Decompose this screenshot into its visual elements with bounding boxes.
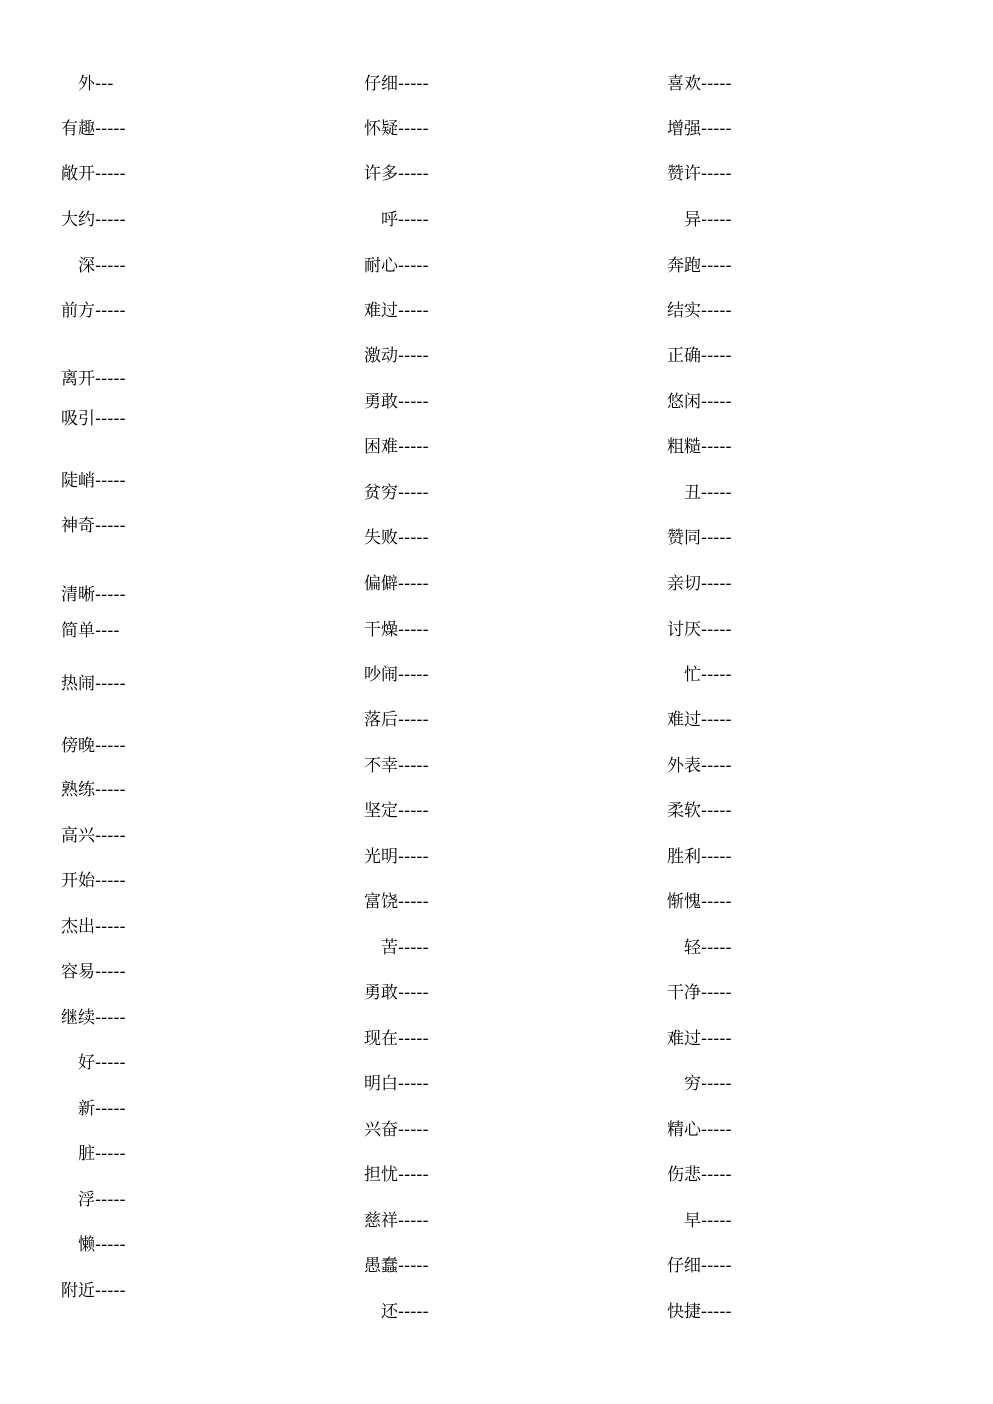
word-entry: 落后-----	[364, 710, 429, 730]
word-entry: 离开-----	[61, 369, 126, 389]
word-entry: 热闹-----	[61, 674, 126, 694]
word-entry: 失败-----	[364, 528, 429, 548]
word-entry: 富饶-----	[364, 892, 429, 912]
word-entry: 有趣-----	[61, 119, 126, 139]
word-entry: 附近-----	[61, 1281, 126, 1301]
word-entry: 耐心-----	[364, 256, 429, 276]
word-entry: 贫穷-----	[364, 483, 429, 503]
word-entry: 怀疑-----	[364, 119, 429, 139]
word-entry: 难过-----	[364, 301, 429, 321]
word-entry: 讨厌-----	[667, 620, 732, 640]
word-entry: 傍晚-----	[61, 736, 126, 756]
word-entry: 脏-----	[61, 1144, 126, 1164]
word-entry: 结实-----	[667, 301, 732, 321]
word-entry: 喜欢-----	[667, 74, 732, 94]
word-entry: 光明-----	[364, 847, 429, 867]
word-entry: 神奇-----	[61, 516, 126, 536]
word-entry: 浮-----	[61, 1190, 126, 1210]
word-entry: 懒-----	[61, 1235, 126, 1255]
word-entry: 增强-----	[667, 119, 732, 139]
word-entry: 困难-----	[364, 437, 429, 457]
word-entry: 明白-----	[364, 1074, 429, 1094]
word-entry: 干净-----	[667, 983, 732, 1003]
word-entry: 偏僻-----	[364, 574, 429, 594]
word-entry: 高兴-----	[61, 826, 126, 846]
word-entry: 现在-----	[364, 1029, 429, 1049]
word-entry: 吵闹-----	[364, 665, 429, 685]
word-entry: 轻-----	[667, 938, 732, 958]
word-entry: 容易-----	[61, 962, 126, 982]
word-entry: 丑-----	[667, 483, 732, 503]
word-entry: 粗糙-----	[667, 437, 732, 457]
word-entry: 新-----	[61, 1099, 126, 1119]
word-entry: 慈祥-----	[364, 1211, 429, 1231]
word-entry: 外---	[61, 74, 114, 94]
word-column-2	[364, 0, 624, 1404]
word-entry: 外表-----	[667, 756, 732, 776]
word-entry: 前方-----	[61, 301, 126, 321]
word-entry: 赞同-----	[667, 528, 732, 548]
word-entry: 惭愧-----	[667, 892, 732, 912]
word-entry: 伤悲-----	[667, 1165, 732, 1185]
word-entry: 熟练-----	[61, 780, 126, 800]
word-entry: 苦-----	[364, 938, 429, 958]
word-entry: 大约-----	[61, 210, 126, 230]
word-entry: 正确-----	[667, 346, 732, 366]
word-entry: 精心-----	[667, 1120, 732, 1140]
word-entry: 愚蠢-----	[364, 1256, 429, 1276]
word-entry: 勇敢-----	[364, 983, 429, 1003]
word-entry: 难过-----	[667, 710, 732, 730]
word-entry: 柔软-----	[667, 801, 732, 821]
word-entry: 激动-----	[364, 346, 429, 366]
word-entry: 坚定-----	[364, 801, 429, 821]
word-entry: 继续-----	[61, 1008, 126, 1028]
word-entry: 简单----	[61, 621, 120, 641]
word-entry: 还-----	[364, 1302, 429, 1322]
word-entry: 呼-----	[364, 210, 429, 230]
word-entry: 胜利-----	[667, 847, 732, 867]
word-entry: 快捷-----	[667, 1302, 732, 1322]
word-entry: 亲切-----	[667, 574, 732, 594]
word-entry: 清晰-----	[61, 585, 126, 605]
word-column-1	[61, 0, 321, 1404]
word-entry: 开始-----	[61, 871, 126, 891]
word-entry: 仔细-----	[364, 74, 429, 94]
word-entry: 敞开-----	[61, 164, 126, 184]
word-entry: 许多-----	[364, 164, 429, 184]
word-entry: 陡峭-----	[61, 471, 126, 491]
word-entry: 好-----	[61, 1053, 126, 1073]
word-entry: 奔跑-----	[667, 256, 732, 276]
word-entry: 不幸-----	[364, 756, 429, 776]
word-entry: 赞许-----	[667, 164, 732, 184]
word-entry: 悠闲-----	[667, 392, 732, 412]
word-entry: 勇敢-----	[364, 392, 429, 412]
word-entry: 难过-----	[667, 1029, 732, 1049]
word-entry: 异-----	[667, 210, 732, 230]
word-entry: 吸引-----	[61, 409, 126, 429]
word-entry: 深-----	[61, 256, 126, 276]
word-entry: 穷-----	[667, 1074, 732, 1094]
word-entry: 杰出-----	[61, 917, 126, 937]
word-entry: 干燥-----	[364, 620, 429, 640]
word-column-3	[667, 0, 927, 1404]
word-entry: 忙-----	[667, 665, 732, 685]
word-entry: 仔细-----	[667, 1256, 732, 1276]
word-entry: 担忧-----	[364, 1165, 429, 1185]
word-entry: 早-----	[667, 1211, 732, 1231]
word-entry: 兴奋-----	[364, 1120, 429, 1140]
